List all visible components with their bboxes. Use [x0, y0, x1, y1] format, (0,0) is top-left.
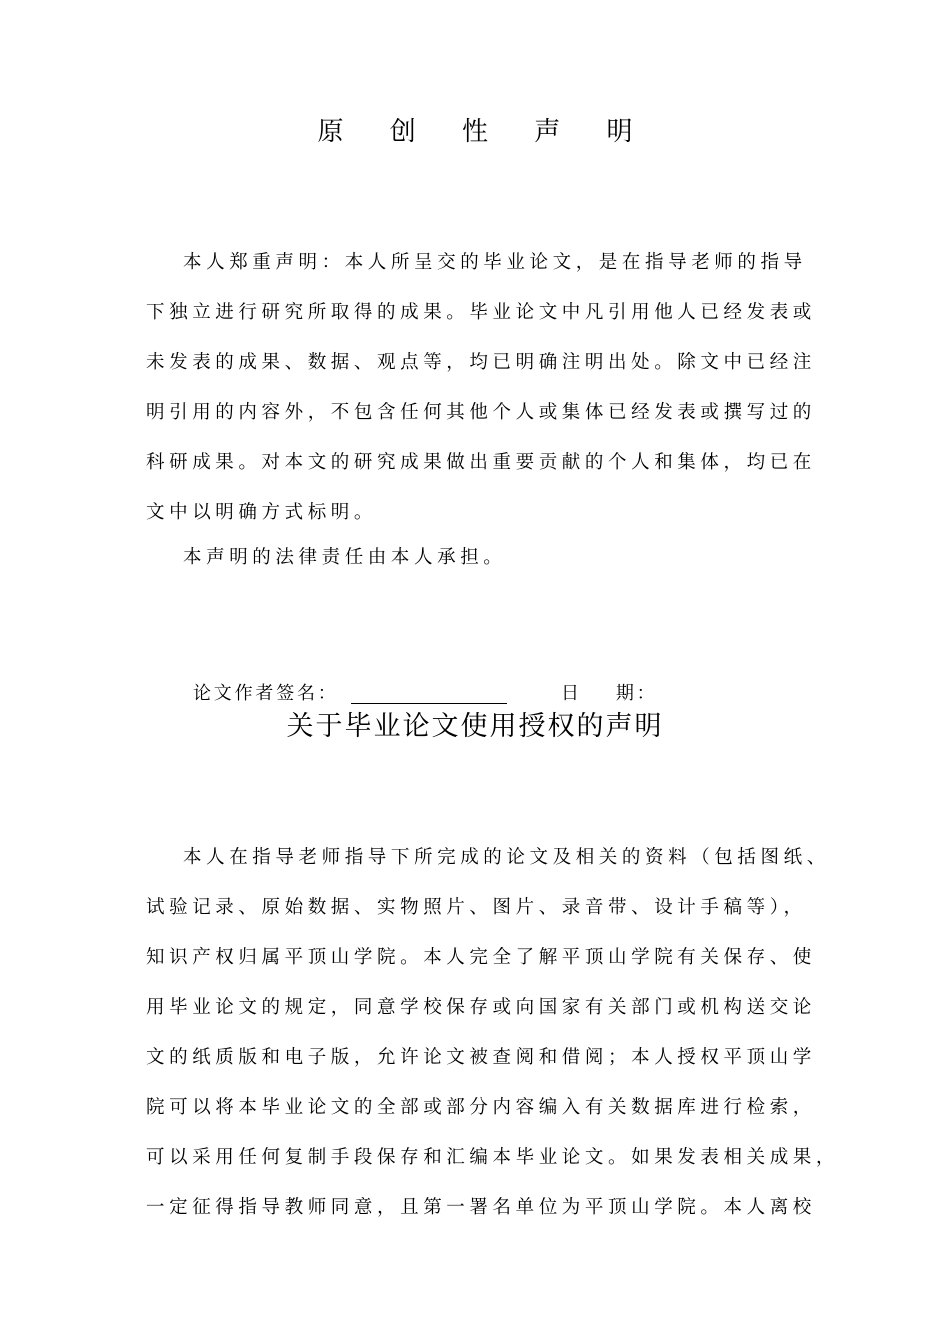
authorization-line-5: 文的纸质版和电子版，允许论文被查阅和借阅；本人授权平顶山学 [146, 1047, 816, 1068]
authorization-line-6: 院可以将本毕业论文的全部或部分内容编入有关数据库进行检索， [146, 1097, 816, 1118]
responsibility-statement: 本声明的法律责任由本人承担。 [183, 547, 507, 568]
authorization-line-4: 用毕业论文的规定，同意学校保存或向国家有关部门或机构送交论 [146, 997, 816, 1018]
authorization-line-1: 本人在指导老师指导下所完成的论文及相关的资料（包括图纸、 [183, 847, 830, 868]
authorization-line-3: 知识产权归属平顶山学院。本人完全了解平顶山学院有关保存、使 [146, 947, 816, 968]
declaration-line-1: 本人郑重声明：本人所呈交的毕业论文，是在指导老师的指导 [183, 252, 807, 273]
declaration-line-4: 明引用的内容外，不包含任何其他个人或集体已经发表或撰写过的 [146, 402, 816, 423]
originality-declaration-title: 原 创 性 声 明 [317, 117, 652, 147]
authorization-line-7: 可以采用任何复制手段保存和汇编本毕业论文。如果发表相关成果， [146, 1147, 840, 1168]
author-signature-line[interactable] [351, 703, 507, 704]
declaration-line-6: 文中以明确方式标明。 [146, 502, 378, 523]
author-signature-label: 论文作者签名： [193, 683, 339, 704]
authorization-line-8: 一定征得指导教师同意，且第一署名单位为平顶山学院。本人离校 [146, 1197, 816, 1218]
declaration-line-3: 未发表的成果、数据、观点等，均已明确注明出处。除文中已经注 [146, 352, 816, 373]
authorization-line-2: 试验记录、原始数据、实物照片、图片、录音带、设计手稿等）， [146, 897, 807, 918]
declaration-line-5: 科研成果。对本文的研究成果做出重要贡献的个人和集体，均已在 [146, 452, 816, 473]
declaration-line-2: 下独立进行研究所取得的成果。毕业论文中凡引用他人已经发表或 [146, 302, 816, 323]
authorization-declaration-title: 关于毕业论文使用授权的声明 [286, 711, 664, 742]
date-label: 日 期： [561, 683, 658, 704]
